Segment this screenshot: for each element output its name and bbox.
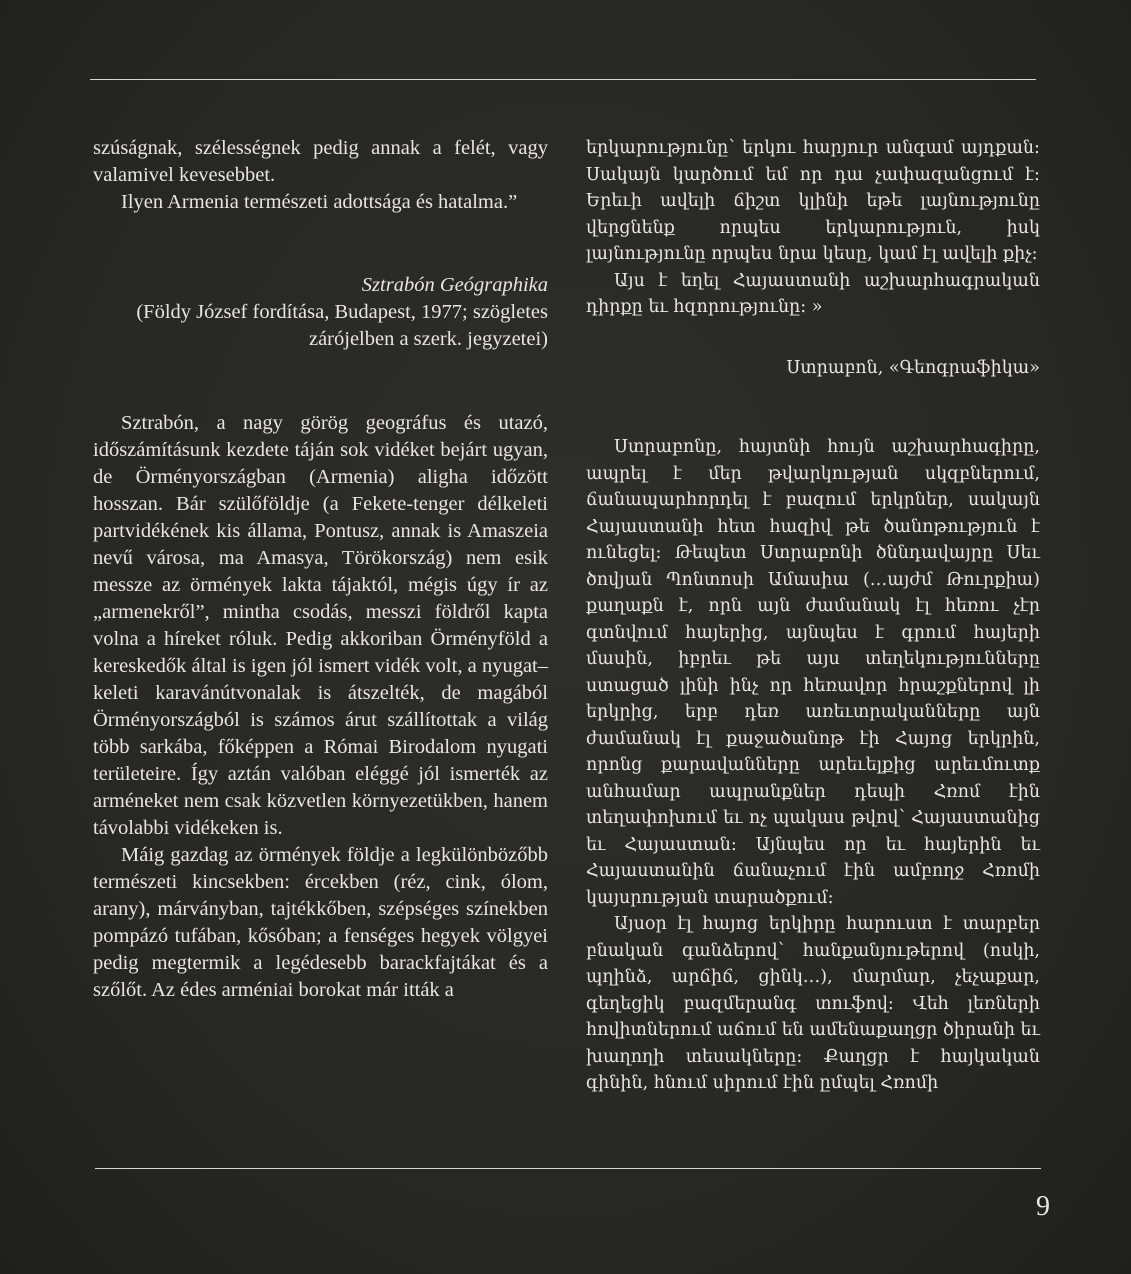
right-attribution-text: Ստրաբոն, «Գեոգրաֆիկա» bbox=[786, 358, 1040, 378]
left-quote-paragraph-1: szúságnak, szélességnek pedig annak a felét, vagy valamivel kevesebbet. bbox=[93, 137, 548, 186]
right-main-paragraph-2: Այսօր էլ հայոց երկիրը հարուստ է տարբեր բնական գանձերով՝ հանքանյութերով (ոսկի, պղինձ, արճիճ, ցինկ…), մարմար, չեչաքար, գեղեցիկ բազմերանգ տուֆով։ Վեհ լեռների հովիտներում աճում են ամենաքաղցր ծիրանի եւ խաղողի տեսակները։ Քաղցր է հայկական գինին, հնում սիրում էին ըմպել Հռոմի bbox=[586, 914, 1040, 1093]
right-top-quote bbox=[586, 135, 1040, 321]
left-main-text bbox=[93, 410, 548, 1004]
right-quote-paragraph-2: Այս է եղել Հայաստանի աշխարհագրական դիրքը եւ հզորությունը։ » bbox=[586, 270, 1040, 317]
left-attribution bbox=[93, 272, 548, 353]
left-main-paragraph-1: Sztrabón, a nagy görög geográfus és utazó, időszámításunk kezdete táján sok vidéket bejárt ugyan, de Örményországban (Armenia) aligha időzött hosszan. Bár szülőföldje (a Fekete-tenger délkeleti partvidékének kis állama, Pontusz, annak is Amaszeia nevű városa, ma Amasya, Törökország) nem esik messze az örmények lakta tájaktól, mégis úgy ír az „armenekről”, mintha csodás, messzi földről kapta volna a híreket róluk. Pedig akkoriban Örményföld a kereskedők által is igen jól ismert vidék volt, a nyugat–keleti karavánútvonalak is átszelték, de magából Örményországból is számos árut szállítottak a világ több sarkába, főképpen a Római Birodalom nyugati területeire. Így aztán valóban eléggé jól ismerték az arméneket nem csak közvetlen környezetükben, hanem távolabbi vidékeken is. bbox=[93, 412, 548, 839]
left-attribution-title: Sztrabón Geógraphika bbox=[361, 274, 548, 296]
left-top-quote bbox=[93, 135, 548, 216]
right-attribution bbox=[586, 355, 1040, 382]
top-rule bbox=[90, 79, 1036, 80]
bottom-rule bbox=[95, 1168, 1041, 1169]
right-main-text bbox=[586, 434, 1040, 1097]
left-main-paragraph-2: Máig gazdag az örmények földje a legkülönbözőbb természeti kincsekben: ércekben (réz, cink, ólom, arany), márványban, tajtékkőben, szépséges színekben pompázó tufában, kősóban; a fenséges hegyek völgyei pedig megtermik a legédesebb barackfajtákat és a szőlőt. Az édes arméniai borokat már itták a bbox=[93, 844, 548, 1001]
right-quote-paragraph-1: երկարությունը՝ երկու հարյուր անգամ այդքան։ Սակայն կարծում եմ որ դա չափազանցում է։ Երեւի ավելի ճիշտ կլինի եթե լայնությունը վերցնենք որպես երկարություն, իսկ լայնությունը որպես նրա կեսը, կամ էլ ավելի քիչ։ bbox=[586, 138, 1040, 264]
right-main-paragraph-1: Ստրաբոնը, հայտնի հույն աշխարհագիրը, ապրել է մեր թվարկության սկզբներում, ճանապարհորդել է բազում երկրներ, սակայն Հայաստանի հետ հազիվ թե ծանոթություն է ունեցել։ Թեպետ Ստրաբոնի ծննդավայրը Սեւ ծովյան Պոնտոսի Ամասիա (…այժմ Թուրքիա) քաղաքն է, որն այն ժամանակ էլ հեռու չէր գտնվում հայերից, այնպես է գրում հայերի մասին, իբրեւ թե այս տեղեկությունները ստացած լինի ինչ որ հեռավոր հրաշքներով լի երկրից, երբ դեռ առեւտրականները այն ժամանակ էլ քաջածանոթ էի Հայոց երկրին, որոնց քարավանները արեւելքից արեւմուտք անհամար ապրանքներ դեպի Հռոմ էին տեղափոխում եւ ոչ պակաս թվով՝ Հայաստանից եւ Հայաստան։ Այնպես որ եւ հայերին եւ Հայաստանին ճանաչում էին ամբողջ Հռոմի կայսրության տարածքում։ bbox=[586, 437, 1040, 908]
left-attribution-note: (Földy József fordítása, Budapest, 1977; szögletes zárójelben a szerk. jegyzetei) bbox=[136, 301, 548, 350]
page-number: 9 bbox=[1036, 1191, 1050, 1222]
left-quote-paragraph-2: Ilyen Armenia természeti adottsága és hatalma.” bbox=[121, 191, 518, 213]
